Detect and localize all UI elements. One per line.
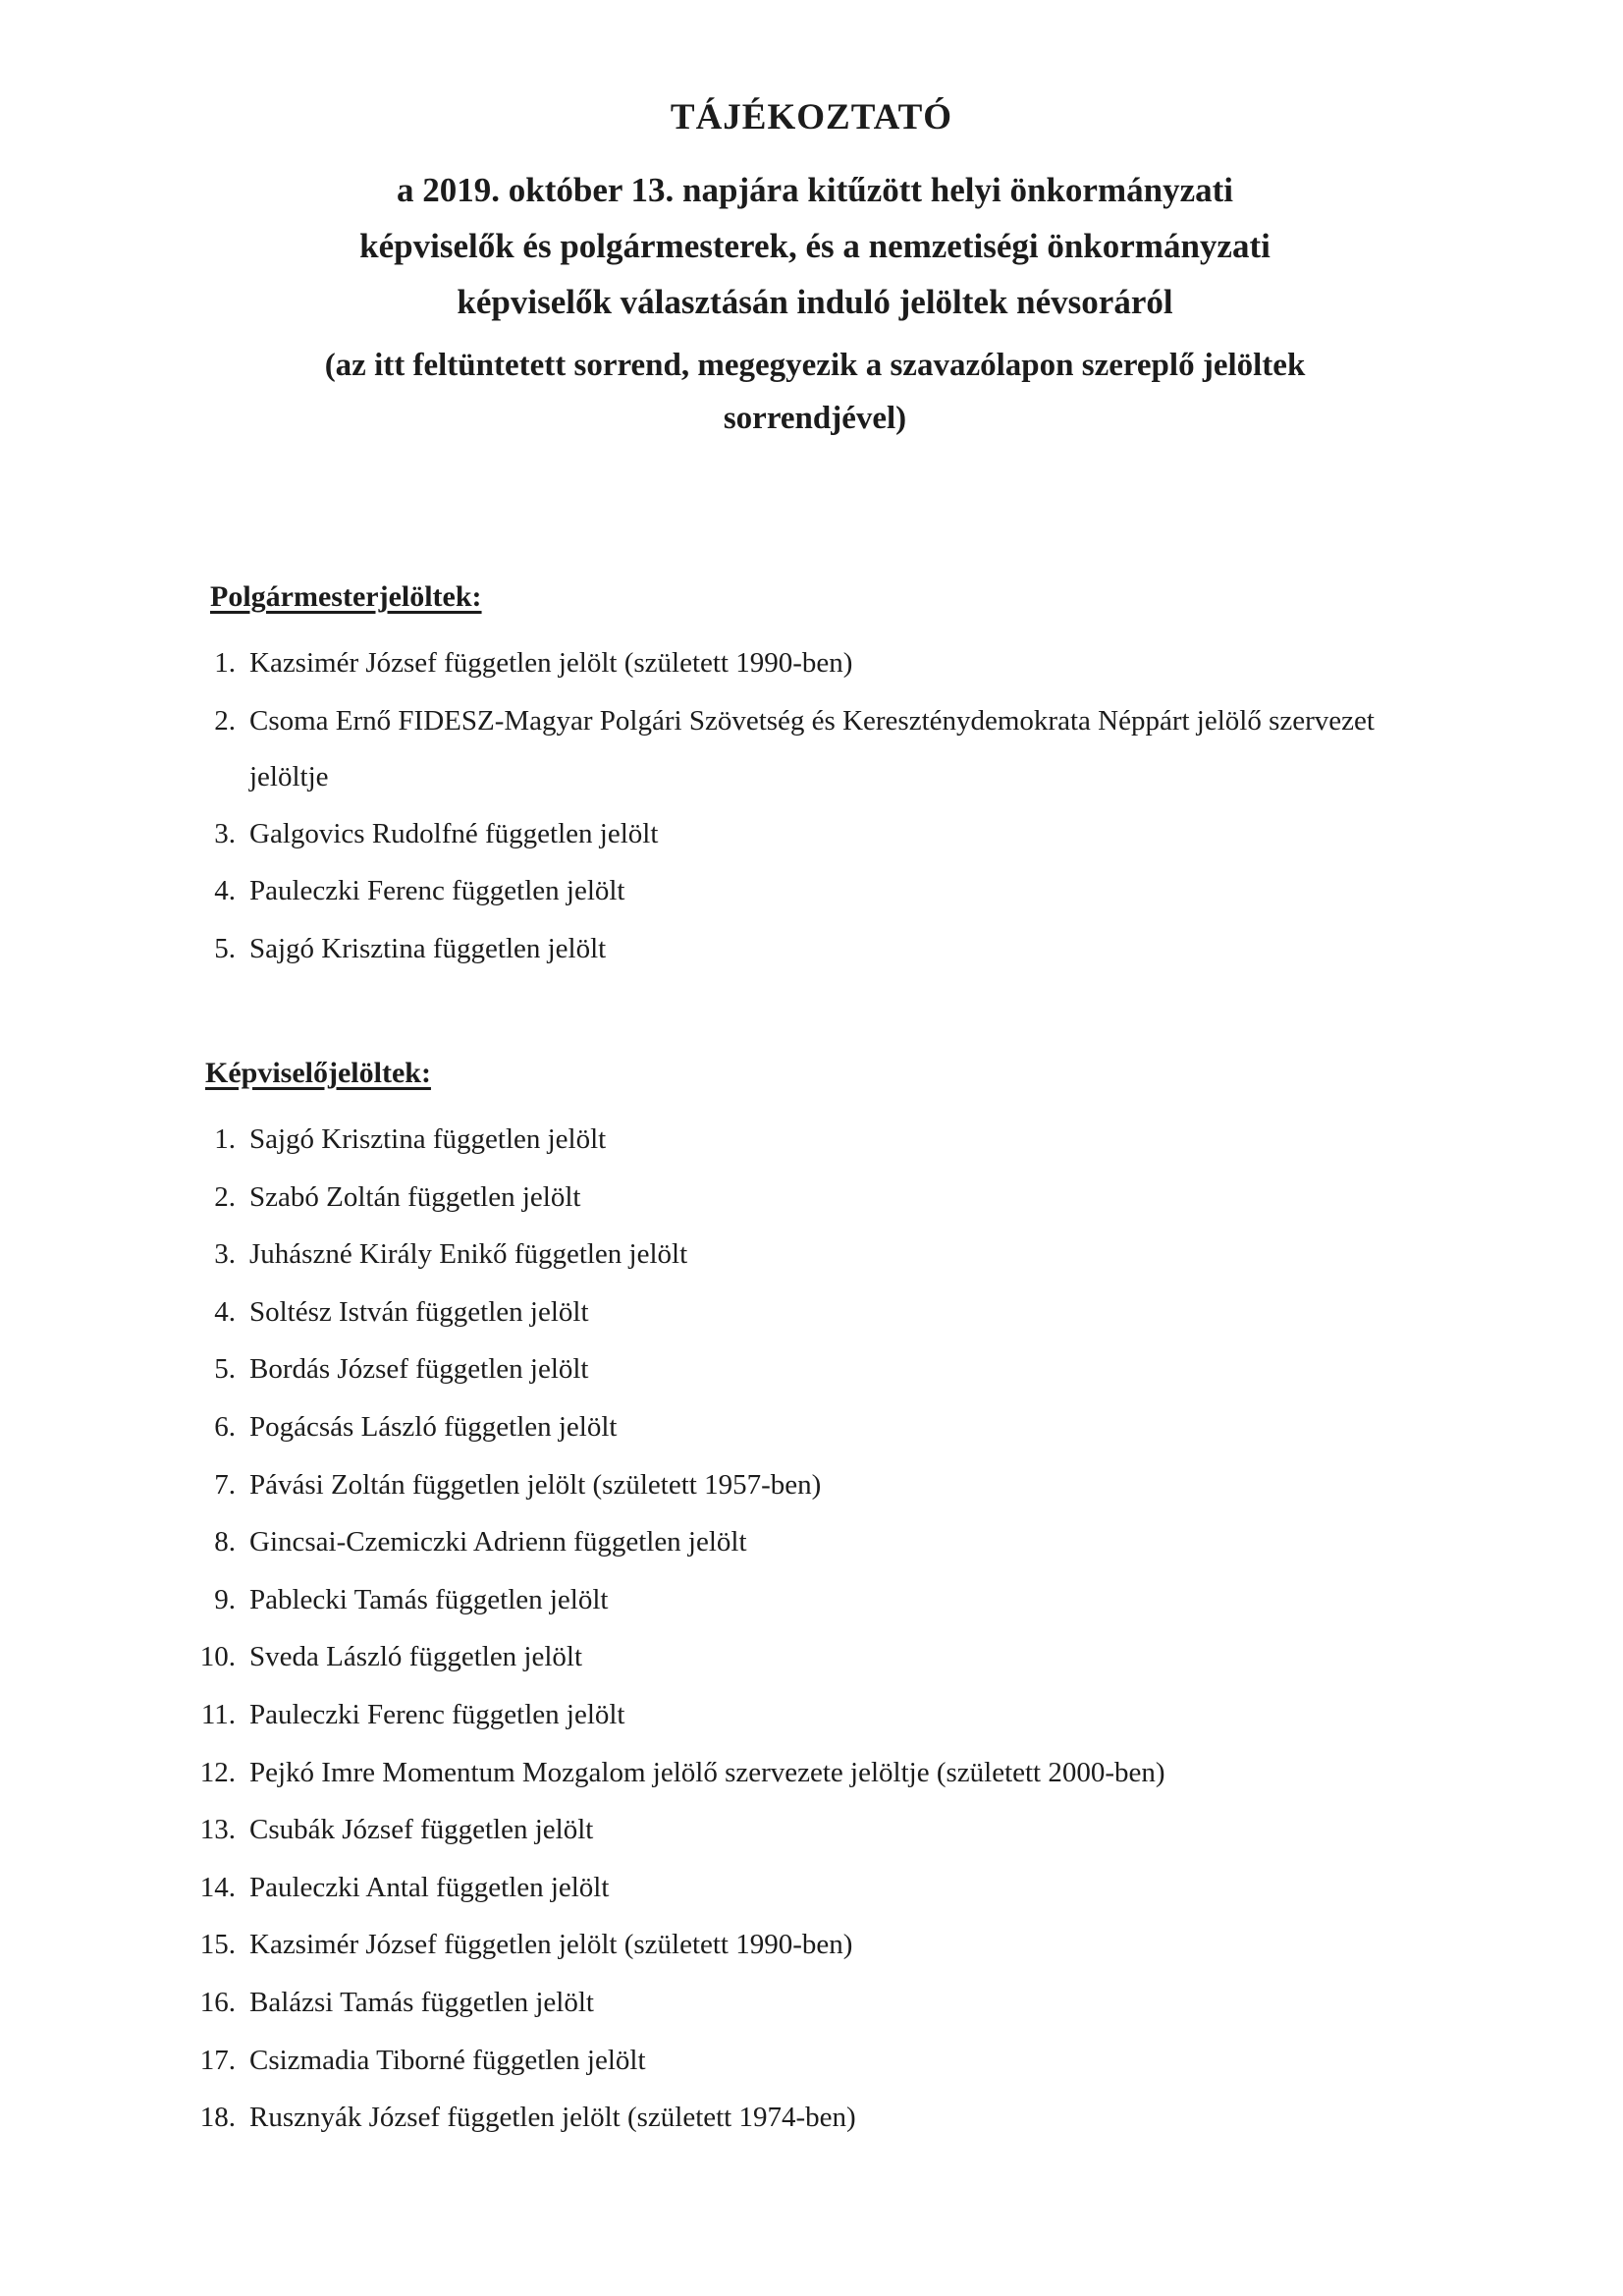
item-number: 1. [214, 1123, 236, 1155]
item-number: 15. [199, 1929, 236, 1961]
item-text: Galgovics Rudolfné független jelölt [249, 817, 659, 849]
mayor-candidates-heading: Polgármesterjelöltek: [210, 580, 482, 613]
item-text: Pablecki Tamás független jelölt [249, 1583, 609, 1615]
item-text: Soltész István független jelölt [249, 1295, 589, 1328]
subtitle-line: a 2019. október 13. napjára kitűzött helyi önkormányzati [397, 171, 1233, 209]
item-text: Pauleczki Ferenc független jelölt [249, 1698, 625, 1730]
item-number: 7. [214, 1468, 236, 1501]
item-number: 2. [214, 1180, 236, 1213]
item-text: Gincsai-Czemiczki Adrienn független jelölt [249, 1526, 747, 1558]
item-text: Juhászné Király Enikő független jelölt [249, 1238, 688, 1271]
item-text: Sveda László független jelölt [249, 1641, 583, 1673]
item-number: 11. [200, 1698, 236, 1730]
item-number: 9. [214, 1583, 236, 1615]
item-text: Pejkó Imre Momentum Mozgalom jelölő szervezete jelöltje (született 2000-ben) [249, 1756, 1165, 1788]
item-text: Pávási Zoltán független jelölt (született 1957-ben) [249, 1468, 822, 1501]
item-number: 13. [199, 1814, 236, 1846]
item-number: 8. [214, 1526, 236, 1558]
item-text: Rusznyák József független jelölt (született 1974-ben) [249, 2102, 856, 2134]
document-subtitle [177, 162, 1453, 330]
item-number: 18. [199, 2102, 236, 2134]
item-number: 10. [199, 1641, 236, 1673]
ordering-note [177, 339, 1453, 445]
item-text: Kazsimér József független jelölt (született 1990-ben) [249, 647, 853, 679]
note-line: (az itt feltüntetett sorrend, megegyezik a szavazólapon szereplő jelöltek [324, 348, 1306, 383]
item-number: 4. [214, 1295, 236, 1328]
item-text: Pauleczki Antal független jelölt [249, 1871, 610, 1903]
item-number: 3. [214, 817, 236, 849]
item-text: Csubák József független jelölt [249, 1814, 594, 1846]
item-text: Bordás József független jelölt [249, 1353, 589, 1386]
item-text: Sajgó Krisztina független jelölt [249, 1123, 607, 1155]
item-number: 3. [214, 1238, 236, 1271]
document-title: TÁJÉKOZTATÓ [670, 97, 953, 137]
subtitle-line: képviselők választásán induló jelöltek névsoráról [457, 283, 1173, 321]
item-text: Balázsi Tamás független jelölt [249, 1986, 594, 2018]
item-text: Sajgó Krisztina független jelölt [249, 932, 607, 964]
item-number: 16. [199, 1986, 236, 2018]
item-text: Szabó Zoltán független jelölt [249, 1180, 581, 1213]
item-text: Kazsimér József független jelölt (született 1990-ben) [249, 1929, 853, 1961]
note-line: sorrendjével) [723, 401, 907, 436]
item-number: 14. [199, 1871, 236, 1903]
item-number: 2. [214, 704, 236, 737]
item-number: 12. [199, 1756, 236, 1788]
item-number: 6. [214, 1410, 236, 1443]
item-number: 17. [199, 2044, 236, 2076]
item-text: Csoma Ernő FIDESZ-Magyar Polgári Szövetség és Kereszténydemokrata Néppárt jelölő szervezet jelöltje [249, 704, 1375, 793]
representative-candidates-heading: Képviselőjelöltek: [205, 1057, 431, 1089]
item-number: 1. [214, 647, 236, 679]
item-text: Pauleczki Ferenc független jelölt [249, 875, 625, 907]
item-number: 5. [214, 932, 236, 964]
item-text: Pogácsás László független jelölt [249, 1410, 618, 1443]
item-number: 5. [214, 1353, 236, 1386]
subtitle-line: képviselők és polgármesterek, és a nemzetiségi önkormányzati [359, 227, 1271, 265]
item-number: 4. [214, 875, 236, 907]
item-text: Csizmadia Tiborné független jelölt [249, 2044, 646, 2076]
